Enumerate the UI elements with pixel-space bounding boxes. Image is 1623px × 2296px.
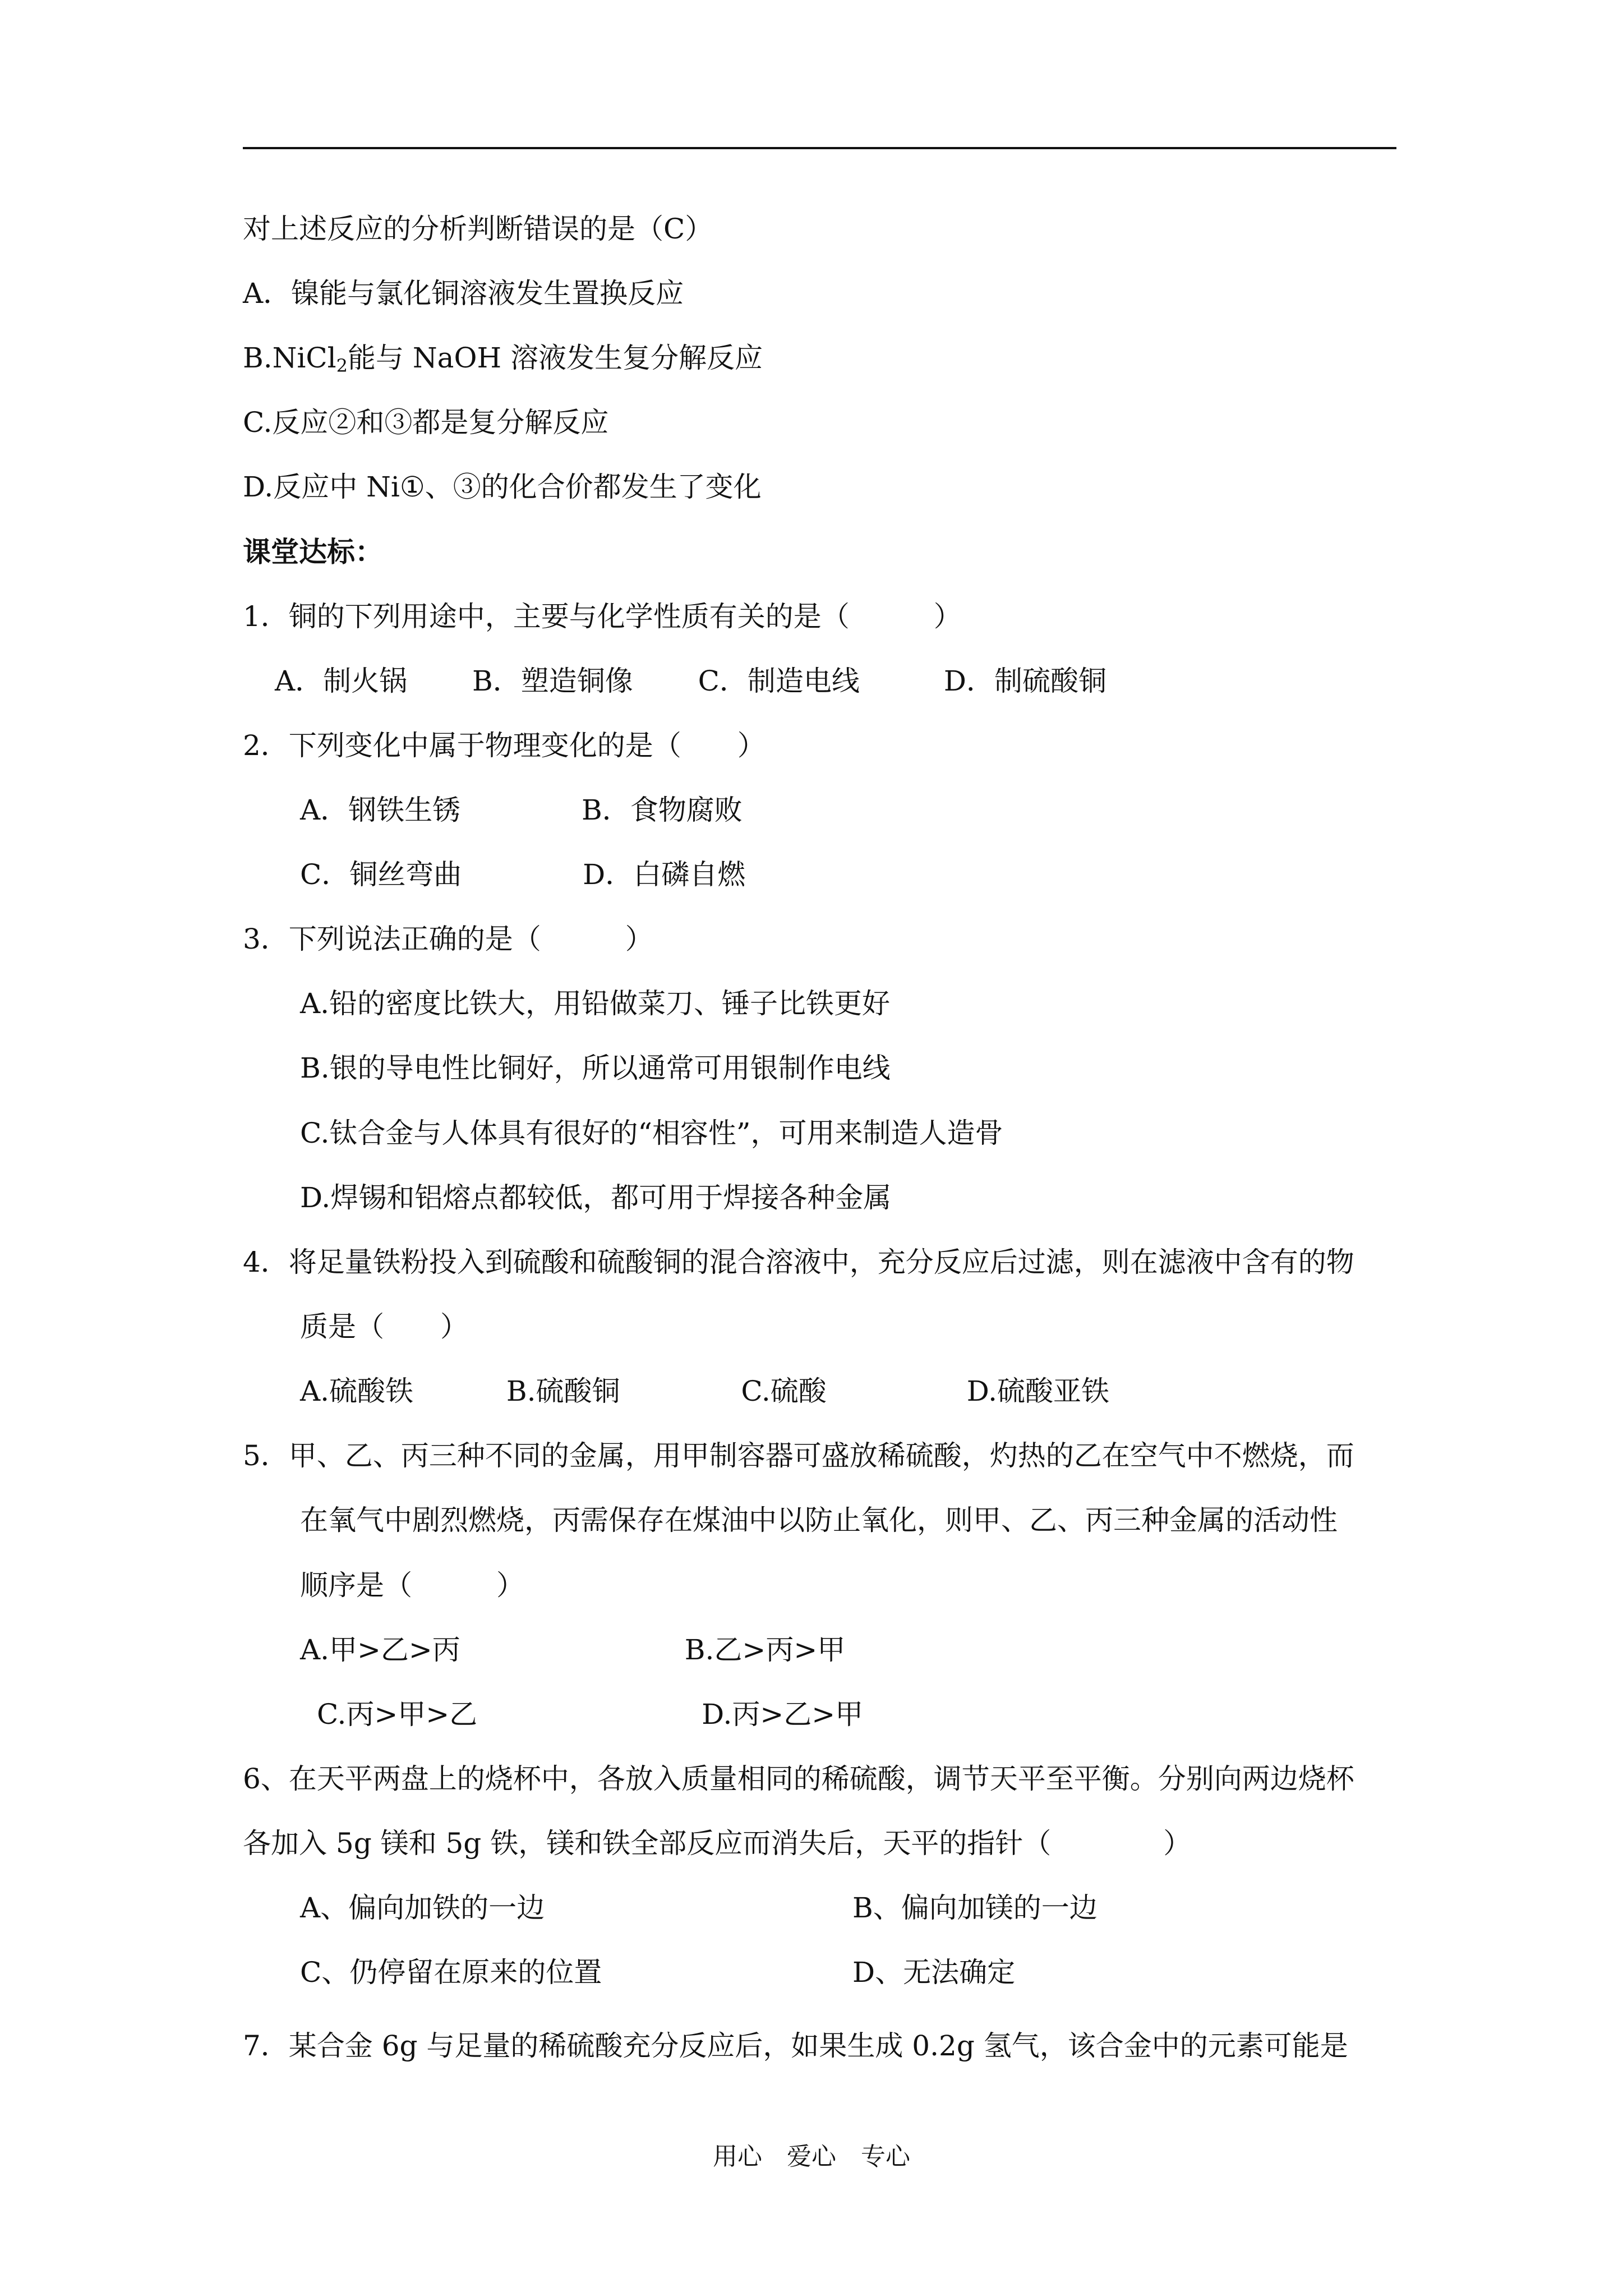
intro-option-b: B.NiCl$_2$能与 NaOH 溶液发生复分解反应 xyxy=(243,342,763,376)
q2-options-row2: C．铜丝弯曲 D．白磷自燃 xyxy=(300,858,746,891)
q4-stem-line2: 质是（ ） xyxy=(300,1310,468,1343)
q6-option-c: C、仍停留在原来的位置 xyxy=(300,1956,602,1989)
q3-option-c: C.钛合金与人体具有很好的“相容性”，可用来制造人造骨 xyxy=(300,1117,1003,1149)
q6-stem-line2: 各加入 5g 镁和 5g 铁，镁和铁全部反应而消失后，天平的指针（ ） xyxy=(243,1827,1192,1860)
intro-option-c: C.反应②和③都是复分解反应 xyxy=(243,406,609,439)
q5-stem-line3: 顺序是（ ） xyxy=(300,1569,524,1602)
q6-option-a: A、偏向加铁的一边 xyxy=(300,1892,545,1924)
q6-option-d: D、无法确定 xyxy=(852,1956,1016,1989)
q5-options-row2: C.丙>甲>乙 D.丙>乙>甲 xyxy=(317,1698,864,1731)
q4-stem-line1: 4．将足量铁粉投入到硫酸和硫酸铜的混合溶液中，充分反应后过滤，则在滤液中含有的物 xyxy=(243,1246,1354,1278)
section-title: 课堂达标： xyxy=(243,535,383,568)
q5-options-row1: A.甲>乙>丙 B.乙>丙>甲 xyxy=(300,1634,846,1666)
q3-stem: 3．下列说法正确的是（ ） xyxy=(243,923,653,955)
q7-stem: 7．某合金 6g 与足量的稀硫酸充分反应后，如果生成 0.2g 氢气，该合金中的元素可能是 xyxy=(243,2030,1348,2062)
q5-stem-line2: 在氧气中剧烈燃烧，丙需保存在煤油中以防止氧化，则甲、乙、丙三种金属的活动性 xyxy=(300,1504,1338,1536)
q4-options: A.硫酸铁 B.硫酸铜 C.硫酸 D.硫酸亚铁 xyxy=(300,1375,1109,1407)
q1-options: A．制火锅 B．塑造铜像 C．制造电线 D．制硫酸铜 xyxy=(275,665,1106,697)
header-rule xyxy=(243,147,1396,149)
q3-option-a: A.铅的密度比铁大，用铅做菜刀、锤子比铁更好 xyxy=(300,987,891,1020)
intro-option-d: D.反应中 Ni①、③的化合价都发生了变化 xyxy=(243,471,762,503)
q3-option-b: B.银的导电性比铜好，所以通常可用银制作电线 xyxy=(300,1052,891,1084)
page-footer: 用心 爱心 专心 xyxy=(713,2142,910,2171)
intro-question: 对上述反应的分析判断错误的是（C） xyxy=(243,213,713,245)
q2-options-row1: A．钢铁生锈 B．食物腐败 xyxy=(300,794,743,826)
q6-stem-line1: 6、在天平两盘上的烧杯中，各放入质量相同的稀硫酸，调节天平至平衡。分别向两边烧杯 xyxy=(243,1763,1354,1795)
q1-stem: 1．铜的下列用途中，主要与化学性质有关的是（ ） xyxy=(243,600,962,633)
q3-option-d: D.焊锡和铝熔点都较低，都可用于焊接各种金属 xyxy=(300,1181,892,1214)
q2-stem: 2．下列变化中属于物理变化的是（ ） xyxy=(243,729,766,762)
q5-stem-line1: 5．甲、乙、丙三种不同的金属，用甲制容器可盛放稀硫酸，灼热的乙在空气中不燃烧，而 xyxy=(243,1439,1354,1472)
intro-option-a: A．镍能与氯化铜溶液发生置换反应 xyxy=(243,277,684,310)
q6-option-b: B、偏向加镁的一边 xyxy=(852,1892,1098,1924)
